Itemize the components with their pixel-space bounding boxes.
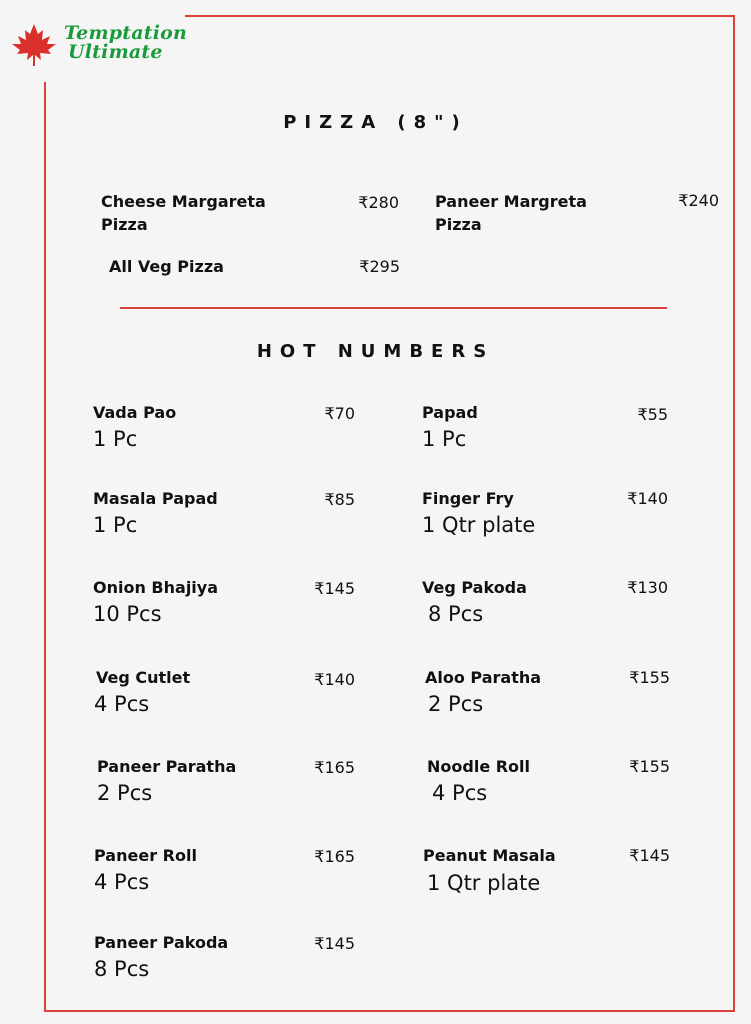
menu-item-qty: 1 Pc (93, 513, 138, 537)
menu-item-price: ₹70 (324, 404, 355, 423)
menu-item-name: Paneer Roll (94, 846, 197, 865)
menu-item-name (101, 190, 266, 236)
menu-item-qty: 4 Pcs (432, 781, 488, 805)
menu-item-qty: 8 Pcs (94, 957, 150, 981)
menu-item-price: ₹155 (629, 757, 670, 776)
menu-item-name: Paneer Paratha (97, 757, 237, 776)
menu-item-name: Veg Pakoda (422, 578, 527, 597)
menu-item-name: Finger Fry (422, 489, 514, 508)
menu-item-price: ₹145 (314, 579, 355, 598)
menu-item-price: ₹55 (637, 405, 668, 424)
menu-item-name: Vada Pao (93, 403, 177, 422)
maple-leaf-icon (10, 22, 58, 68)
menu-item-qty: 1 Qtr plate (422, 513, 536, 537)
menu-item-name: Onion Bhajiya (93, 578, 219, 597)
menu-item-name: Peanut Masala (423, 846, 556, 865)
border-right (733, 15, 735, 1012)
menu-item-price: ₹240 (678, 191, 719, 210)
border-left (44, 82, 46, 1012)
menu-item-price: ₹165 (314, 847, 355, 866)
brand-name (64, 24, 187, 62)
menu-item-qty: 10 Pcs (93, 602, 162, 626)
menu-item-name (109, 255, 224, 278)
menu-item-price: ₹85 (324, 490, 355, 509)
menu-item-price: ₹130 (627, 578, 668, 597)
menu-item-price: ₹140 (314, 670, 355, 689)
menu-item-price: ₹295 (359, 257, 400, 276)
menu-item-price: ₹140 (627, 489, 668, 508)
brand-line1: Temptation (64, 22, 188, 44)
brand-line2: Ultimate (68, 41, 163, 63)
menu-item-price: ₹165 (314, 758, 355, 777)
menu-item-name: Aloo Paratha (425, 668, 542, 687)
menu-item-name-line: All Veg Pizza (109, 257, 224, 276)
menu-item-name: Masala Papad (93, 489, 218, 508)
menu-item-qty: 2 Pcs (97, 781, 153, 805)
menu-item-price: ₹145 (314, 934, 355, 953)
menu-item-name (435, 190, 587, 236)
menu-item-name-line: Pizza (101, 215, 148, 234)
section-divider (120, 307, 667, 309)
menu-item-name-line: Paneer Margreta (435, 192, 587, 211)
menu-item-name: Veg Cutlet (96, 668, 191, 687)
menu-item-qty: 4 Pcs (94, 692, 150, 716)
menu-item-qty: 4 Pcs (94, 870, 150, 894)
menu-item-qty: 8 Pcs (428, 602, 484, 626)
menu-item-name: Papad (422, 403, 478, 422)
menu-item-price: ₹280 (358, 193, 399, 212)
menu-item-name-line: Cheese Margareta (101, 192, 266, 211)
menu-item-name: Paneer Pakoda (94, 933, 229, 952)
menu-item-qty: 1 Qtr plate (427, 871, 541, 895)
brand-logo (10, 20, 210, 68)
section-title-hot-numbers: HOT NUMBERS (256, 341, 495, 362)
menu-item-name-line: Pizza (435, 215, 482, 234)
menu-item-price: ₹155 (629, 668, 670, 687)
menu-item-qty: 1 Pc (422, 427, 467, 451)
menu-item-name: Noodle Roll (427, 757, 531, 776)
section-title-pizza: PIZZA (8") (283, 112, 468, 133)
border-bottom (44, 1010, 735, 1012)
menu-item-qty: 2 Pcs (428, 692, 484, 716)
menu-item-price: ₹145 (629, 846, 670, 865)
border-top (185, 15, 735, 17)
menu-item-qty: 1 Pc (93, 427, 138, 451)
